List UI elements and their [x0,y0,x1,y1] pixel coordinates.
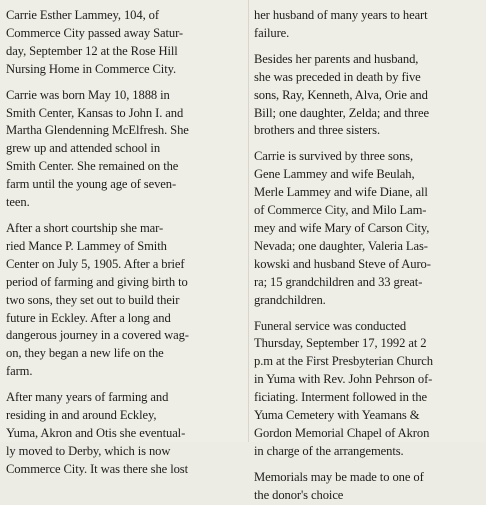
text-line: Martha Glendenning McElfresh. She [6,123,189,138]
text-line: period of farming and giving birth to [6,274,188,289]
paragraph-gap [6,381,246,389]
text-line: Yuma, Akron and Otis she eventual- [6,425,186,440]
paragraph [254,7,480,43]
text-line: future in Eckley. After a long and [6,310,171,325]
text-line: dangerous journey in a covered wag- [6,328,189,343]
text-line: Center on July 5, 1905. After a brief [6,256,185,271]
paragraph [6,220,246,381]
text-line: Besides her parents and husband, [254,51,419,66]
text-line: teen. [6,195,30,210]
right-column [254,7,480,505]
paragraph-gap [254,310,480,318]
text-line: brothers and three sisters. [254,123,380,138]
paragraph [6,7,246,79]
paragraph [254,469,480,505]
text-line: in Yuma with Rev. John Pehrson of- [254,372,433,387]
text-line: in charge of the arrangements. [254,443,404,458]
text-line: farm until the young age of seven- [6,177,177,192]
text-line: ficiating. Interment followed in the [254,390,428,405]
text-line: Commerce City passed away Satur- [6,25,184,40]
text-line: Nevada; one daughter, Valeria Las- [254,238,428,253]
paragraph [6,87,246,212]
paragraph [254,148,480,309]
text-line: she was preceded in death by five [254,69,421,84]
text-line: two sons, they set out to build their [6,292,180,307]
column-divider [248,0,249,442]
text-line: grew up and attended school in [6,141,161,156]
text-line: Gordon Memorial Chapel of Akron [254,425,430,440]
paragraph-gap [6,212,246,220]
text-line: ly moved to Derby, which is now [6,443,171,458]
text-line: kowski and husband Steve of Auro- [254,256,431,271]
text-line: Smith Center. She remained on the [6,159,179,174]
text-line: on, they began a new life on the [6,346,164,361]
paragraph [254,318,480,461]
text-line: Nursing Home in Commerce City. [6,61,177,76]
paragraph-gap [254,461,480,469]
text-line: farm. [6,364,33,379]
text-line: Funeral service was conducted [254,318,407,333]
text-line: Smith Center, Kansas to John I. and [6,105,184,120]
text-line: Merle Lammey and wife Diane, all [254,185,428,200]
text-line: ra; 15 grandchildren and 33 great- [254,274,423,289]
text-line: After many years of farming and [6,390,169,405]
text-line: residing in and around Eckley, [6,408,157,423]
text-line: After a short courtship she mar- [6,220,164,235]
text-line: Thursday, September 17, 1992 at 2 [254,336,427,351]
paragraph [6,389,246,479]
paragraph-gap [254,140,480,148]
text-line: day, September 12 at the Rose Hill [6,43,178,58]
text-line: p.m at the First Presbyterian Church [254,354,433,369]
text-line: her husband of many years to heart [254,8,428,22]
text-line: Gene Lammey and wife Beulah, [254,167,415,182]
left-column [6,7,246,479]
paragraph-gap [6,79,246,87]
text-line: of Commerce City, and Milo Lam- [254,203,427,218]
paragraph-gap [254,43,480,51]
text-line: ried Mance P. Lammey of Smith [6,238,167,253]
text-line: mey and wife Mary of Carson City, [254,220,430,235]
text-line: Carrie is survived by three sons, [254,149,413,164]
text-line: the donor's choice [254,487,344,502]
text-line: Carrie was born May 10, 1888 in [6,87,170,102]
paragraph [254,51,480,141]
text-line: Carrie Esther Lammey, 104, of [6,8,159,22]
text-line: Memorials may be made to one of [254,469,424,484]
text-line: Bill; one daughter, Zelda; and three [254,105,429,120]
text-line: sons, Ray, Kenneth, Alva, Orie and [254,87,428,102]
text-line: Yuma Cemetery with Yeamans & [254,408,420,423]
text-line: Commerce City. It was there she lost [6,461,188,476]
text-line: failure. [254,25,290,40]
text-line: grandchildren. [254,292,326,307]
